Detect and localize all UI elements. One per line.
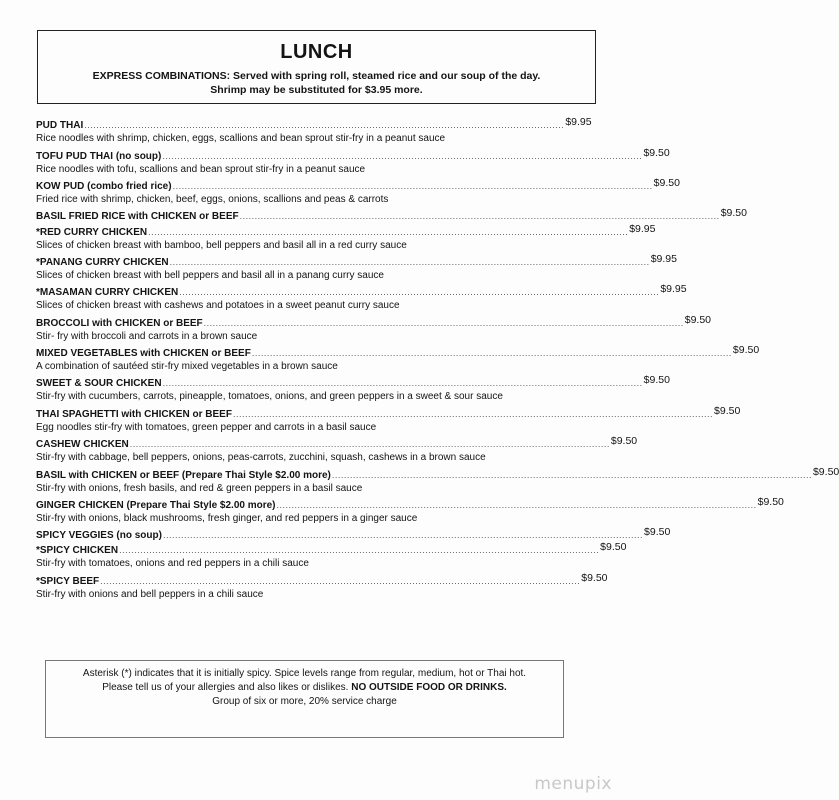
menu-item-description: Rice noodles with shrimp, chicken, eggs, scallions and bean sprout stir-fry in a peanut sauce: [36, 133, 446, 145]
dot-leader: ................................................................................................................................................................: [179, 287, 660, 298]
menu-item-price: $9.95: [650, 252, 677, 265]
menu-item: [36, 526, 671, 542]
menu-item-name: *PANANG CURRY CHICKEN: [36, 256, 169, 268]
menu-item-line: [36, 571, 608, 587]
menu-item-line: [36, 465, 839, 481]
menu-item-price: $9.50: [757, 495, 784, 508]
dot-leader: ................................................................................................................................................................: [119, 545, 600, 556]
menu-item-line: [36, 541, 627, 557]
page-title: LUNCH: [280, 41, 353, 63]
menu-item-price: $9.50: [581, 571, 608, 584]
dot-leader: ................................................................................................................................................................: [162, 378, 643, 389]
menu-item-line: [36, 146, 670, 162]
menu-item-line: [36, 283, 687, 299]
menu-item-line: [36, 435, 638, 451]
outside-food-note: NO OUTSIDE FOOD OR DRINKS.: [351, 682, 507, 693]
allergy-note: [46, 681, 563, 695]
menu-item: [36, 495, 784, 526]
menu-item-name: MIXED VEGETABLES with CHICKEN or BEEF: [36, 348, 251, 359]
menu-item-description: Stir- fry with broccoli and carrots in a brown sauce: [36, 330, 258, 342]
menu-item: [36, 435, 638, 465]
footer-notes: [45, 660, 564, 738]
menu-item-name: *SPICY CHICKEN: [36, 545, 119, 557]
menu-item-price: $9.95: [629, 222, 656, 235]
menu-item: [36, 344, 760, 374]
dot-leader: ................................................................................................................................................................: [162, 530, 644, 541]
menu-item-description: A combination of sautéed stir-fry mixed vegetables in a brown sauce: [36, 361, 338, 372]
menu-item-name: BROCCOLI with CHICKEN or BEEF: [36, 317, 203, 329]
menu-item: [36, 465, 839, 495]
dot-leader: ................................................................................................................................................................: [172, 180, 653, 191]
menu-item-price: $9.50: [643, 374, 670, 387]
menu-item-line: [36, 374, 670, 390]
menu-item-name: BASIL with CHICKEN or BEEF (Prepare Thai Style $2.00 more): [36, 469, 331, 481]
shrimp-substitution-note: Shrimp may be substituted for $3.95 more.: [210, 84, 423, 96]
menu-item-price: $9.50: [720, 207, 747, 220]
service-charge-note: Group of six or more, 20% service charge: [212, 696, 397, 707]
menu-item: [36, 252, 677, 283]
menu-item-name: SWEET & SOUR CHICKEN: [36, 378, 162, 390]
menu-item-line: [36, 207, 747, 223]
menu-item-price: $9.95: [660, 283, 687, 296]
menu-item-line: [36, 404, 741, 420]
menu-item: [36, 404, 741, 435]
menu-item: [36, 283, 687, 313]
dot-leader: ................................................................................................................................................................: [162, 150, 643, 161]
menu-item: [36, 207, 747, 223]
dot-leader: ................................................................................................................................................................: [203, 317, 684, 328]
menu-item-description: Stir-fry with onions and bell peppers in a chili sauce: [36, 588, 264, 600]
menu-item-price: $9.50: [812, 465, 839, 478]
dot-leader: ................................................................................................................................................................: [129, 439, 610, 450]
menu-item-description: Stir-fry with onions, black mushrooms, fresh ginger, and red peppers in a ginger sauce: [36, 512, 418, 524]
menu-item: [36, 541, 627, 571]
menu-item-line: [36, 222, 656, 238]
menu-list: [36, 116, 839, 602]
menu-item-price: $9.50: [653, 176, 680, 189]
dot-leader: ................................................................................................................................................................: [100, 575, 581, 586]
menu-item-description: Rice noodles with tofu, scallions and bean sprout stir-fry in a peanut sauce: [36, 163, 366, 175]
dot-leader: ................................................................................................................................................................: [169, 256, 650, 267]
menu-item-name: PUD THAI: [36, 120, 84, 132]
dot-leader: ................................................................................................................................................................: [251, 348, 732, 358]
menu-item-price: $9.50: [684, 313, 712, 326]
dot-leader: ................................................................................................................................................................: [84, 120, 565, 131]
spice-note: Asterisk (*) indicates that it is initially spicy. Spice levels range from regular, medium, hot or Thai hot.: [82, 668, 527, 679]
menu-item-line: [36, 344, 760, 359]
menu-item-description: Slices of chicken breast with bell peppers and basil all in a panang curry sauce: [36, 269, 384, 281]
menu-item: [36, 571, 608, 602]
menu-item-name: *MASAMAN CURRY CHICKEN: [36, 287, 179, 299]
watermark: menupix: [534, 774, 612, 794]
menu-item-price: $9.50: [643, 146, 670, 159]
express-combinations-note: EXPRESS COMBINATIONS: Served with spring roll, steamed rice and our soup of the day.: [92, 70, 541, 82]
menu-item-description: Egg noodles stir-fry with tomatoes, green pepper and carrots in a basil sauce: [36, 421, 377, 433]
menu-item-description: Stir-fry with onions, fresh basils, and red & green peppers in a basil sauce: [36, 482, 363, 494]
menu-item: [36, 146, 670, 176]
dot-leader: ................................................................................................................................................................: [148, 226, 629, 237]
dot-leader: ................................................................................................................................................................: [331, 469, 812, 480]
menu-item-name: CASHEW CHICKEN: [36, 439, 129, 451]
dot-leader: ................................................................................................................................................................: [239, 211, 720, 222]
menu-item-description: Slices of chicken breast with cashews and potatoes in a sweet peanut curry sauce: [36, 300, 400, 312]
menu-item-name: TOFU PUD THAI (no soup): [36, 150, 162, 162]
menu-item-price: $9.95: [565, 116, 592, 129]
menu-item-description: Slices of chicken breast with bamboo, bell peppers and basil all in a red curry sauce: [36, 239, 407, 251]
menu-item-name: *SPICY BEEF: [36, 575, 100, 587]
menu-header: [37, 30, 596, 104]
menu-item: [36, 222, 656, 252]
menu-item: [36, 116, 592, 146]
menu-item-line: [36, 313, 712, 329]
menu-item-line: [36, 116, 592, 132]
menu-item-name: BASIL FRIED RICE with CHICKEN or BEEF: [36, 211, 239, 223]
menu-item: [36, 176, 680, 207]
menu-item-description: Stir-fry with tomatoes, onions and red peppers in a chili sauce: [36, 558, 309, 570]
menu-item-line: [36, 495, 784, 511]
menu-item-name: KOW PUD (combo fried rice): [36, 180, 172, 192]
menu-item-description: Fried rice with shrimp, chicken, beef, eggs, onions, scallions and peas & carrots: [36, 193, 389, 205]
menu-item-name: SPICY VEGGIES (no soup): [36, 530, 162, 542]
menu-item-price: $9.50: [610, 435, 638, 448]
menu-item-line: [36, 252, 677, 268]
menu-item-price: $9.50: [600, 541, 627, 554]
menu-item-price: $9.50: [644, 526, 671, 539]
menu-item-name: *RED CURRY CHICKEN: [36, 226, 148, 238]
menu-item-line: [36, 176, 680, 192]
menu-item-description: Stir-fry with cabbage, bell peppers, onions, peas-carrots, zucchini, squash, cashews in a brown sauce: [36, 452, 486, 464]
menu-item-price: $9.50: [714, 404, 741, 417]
menu-item: [36, 313, 712, 343]
menu-item-description: Stir-fry with cucumbers, carrots, pineapple, tomatoes, onions, and green peppers in a sweet & sour sauce: [36, 391, 503, 403]
allergy-note-text: Please tell us of your allergies and also likes or dislikes.: [102, 682, 349, 693]
menu-item-line: [36, 526, 671, 542]
menu-item-name: GINGER CHICKEN (Prepare Thai Style $2.00 more): [36, 499, 276, 511]
dot-leader: ................................................................................................................................................................: [276, 499, 757, 510]
dot-leader: ................................................................................................................................................................: [232, 408, 714, 419]
menu-item-price: $9.50: [732, 344, 760, 356]
menu-item: [36, 374, 670, 404]
menu-item-name: THAI SPAGHETTI with CHICKEN or BEEF: [36, 408, 232, 420]
